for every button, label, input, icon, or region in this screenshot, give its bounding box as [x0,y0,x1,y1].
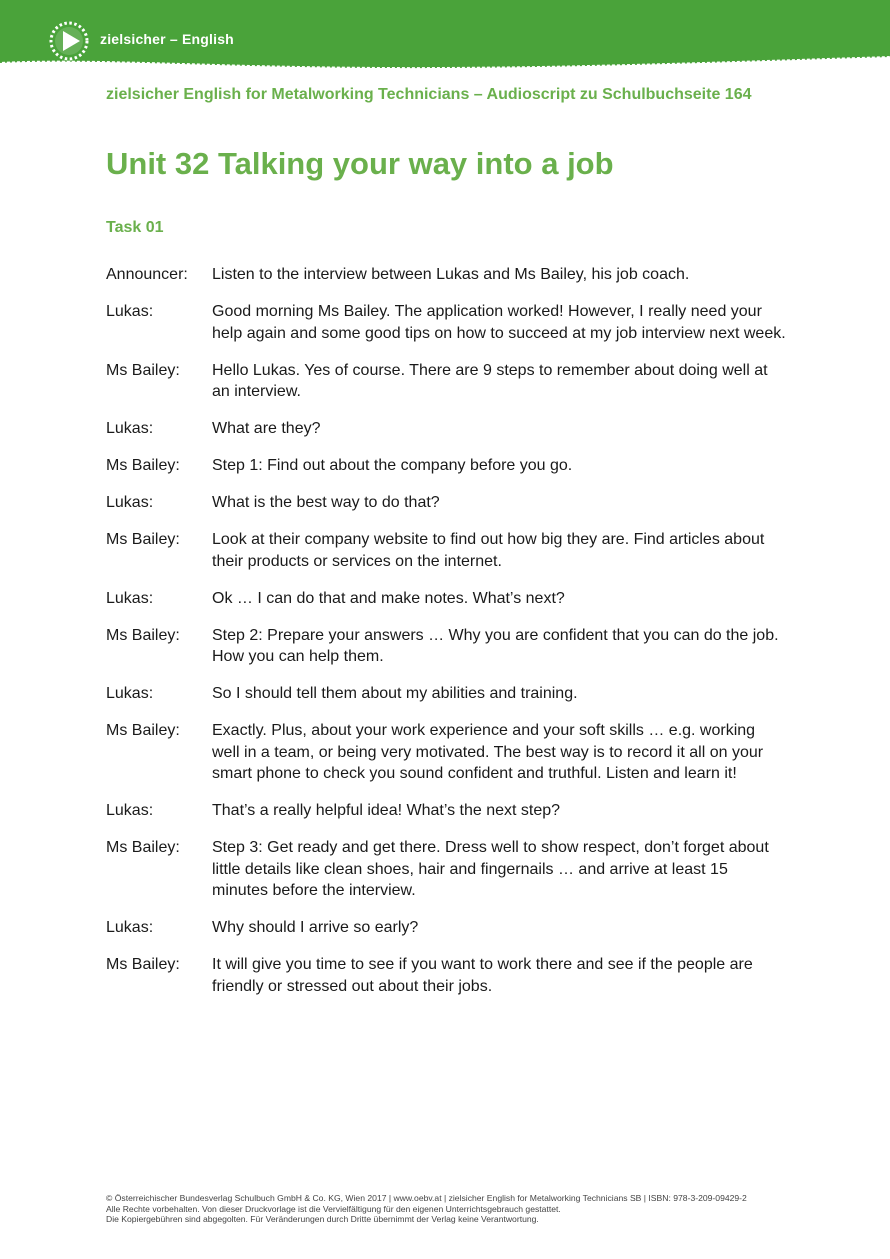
speaker-label: Ms Bailey: [106,722,180,739]
speech-text: Ok … I can do that and make notes. What’s next? [212,589,565,607]
dialogue-line [106,455,786,477]
speaker-label: Lukas: [106,303,154,320]
dialogue-line [106,720,786,785]
dialogue-line [106,492,786,514]
speech-text: What are they? [212,420,321,437]
speaker-label: Ms Bailey: [106,457,180,474]
speaker-label: Lukas: [106,420,154,437]
footer-line: © Österreichischer Bundesverlag Schulbuch GmbH & Co. KG, Wien 2017 | www.oebv.at | zielsicher English for Metalworking Technicians SB | ISBN: 978-3-209-09429-2 [106,1193,747,1203]
dialogue-line [106,683,786,705]
speaker-label: Lukas: [106,685,154,702]
speech-text: That’s a really helpful idea! What’s the next step? [212,802,561,819]
dialogue-line [106,588,786,610]
speaker-label: Lukas: [106,802,154,819]
dialogue-line [106,954,786,997]
page-title: Unit 32 Talking your way into a job [106,146,614,181]
speaker-label: Ms Bailey: [106,361,180,379]
dialogue-transcript [106,264,786,1013]
speech-text: Step 3: Get ready and get there. Dress well to show respect, don’t forget about little details like clean shoes, hair and fingernails … and arrive at least 15 minutes before the interview. [212,839,769,899]
speaker-label: Ms Bailey: [106,626,180,644]
speech-text: Why should I arrive so early? [212,919,419,936]
dialogue-line [106,917,786,939]
speech-text: It will give you time to see if you want to work there and see if the people are friendly or stressed out about their jobs. [212,956,753,995]
dialogue-line [106,625,786,668]
dialogue-line [106,837,786,902]
speaker-label: Lukas: [106,919,154,936]
speech-text: Step 1: Find out about the company before you go. [212,457,573,474]
brand-name: zielsicher – English [100,31,234,47]
speaker-label: Ms Bailey: [106,839,180,856]
dialogue-line [106,264,786,286]
speech-text: Good morning Ms Bailey. The application worked! However, I really need your help again and some good tips on how to succeed at my job interview next week. [212,303,786,342]
header-banner [0,0,890,80]
speech-text: What is the best way to do that? [212,494,440,511]
dialogue-line [106,301,786,344]
speech-text: Exactly. Plus, about your work experience and your soft skills … e.g. working well in a team, or being very motivated. The best way is to record it all on your smart phone to check you sound confident and truthful. Listen and learn it! [212,722,764,782]
speaker-label: Ms Bailey: [106,956,180,973]
dialogue-line [106,360,786,403]
dialogue-line [106,529,786,572]
speaker-label: Announcer: [106,266,188,283]
task-label: Task 01 [106,219,164,236]
dialogue-line [106,418,786,440]
speech-text: So I should tell them about my abilities and training. [212,685,578,702]
dialogue-line [106,800,786,822]
page-subtitle: zielsicher English for Metalworking Technicians – Audioscript zu Schulbuchseite 164 [106,86,752,103]
speech-text: Hello Lukas. Yes of course. There are 9 steps to remember about doing well at an interview. [212,361,768,400]
speaker-label: Lukas: [106,494,154,511]
footer-line: Alle Rechte vorbehalten. Von dieser Druckvorlage ist die Vervielfältigung für den eigenen Unterrichtsgebrauch gestattet. [106,1203,561,1214]
speech-text: Step 2: Prepare your answers … Why you are confident that you can do the job. How you can help them. [212,626,779,665]
copyright-footer [106,1193,747,1225]
speech-text: Listen to the interview between Lukas and Ms Bailey, his job coach. [212,266,690,283]
speech-text: Look at their company website to find out how big they are. Find articles about their products or services on the internet. [212,531,765,570]
speaker-label: Ms Bailey: [106,531,180,548]
footer-line: Die Kopiergebühren sind abgegolten. Für Veränderungen durch Dritte übernimmt der Verlag keine Verantwortung. [106,1214,539,1225]
speaker-label: Lukas: [106,589,154,607]
